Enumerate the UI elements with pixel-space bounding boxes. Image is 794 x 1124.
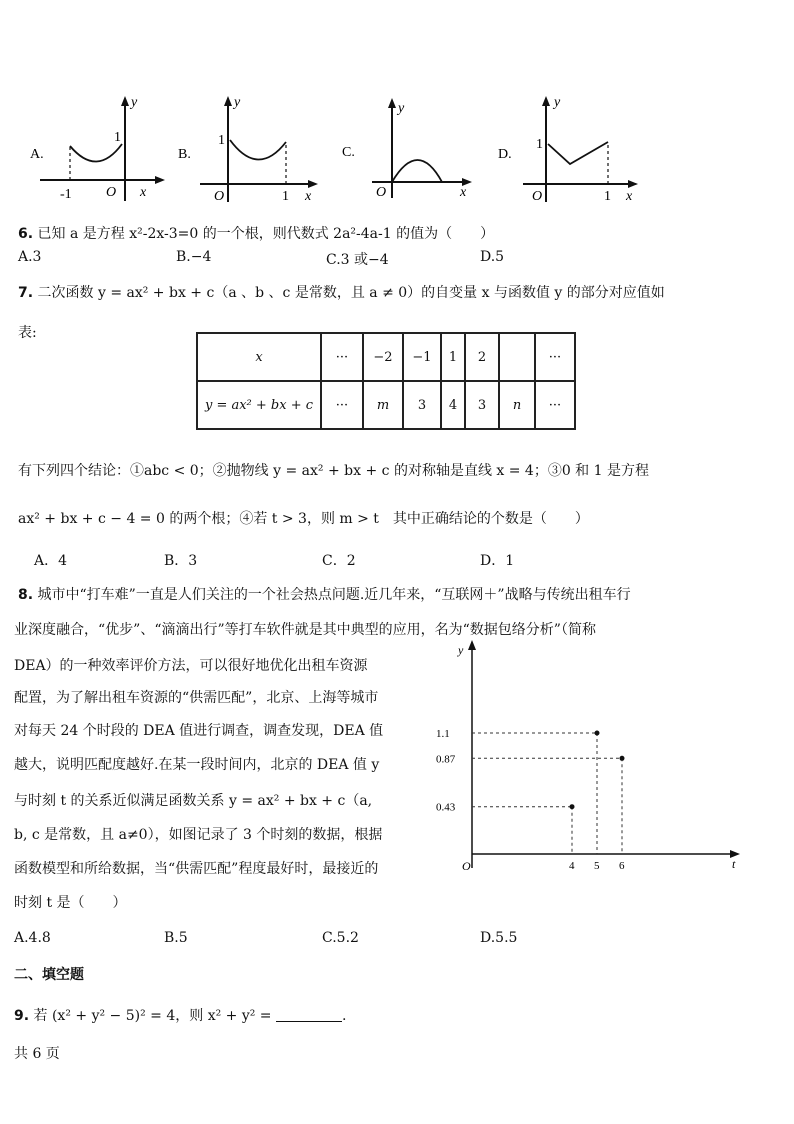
y-tick-label: 0.43 bbox=[436, 801, 456, 814]
q7-option-c[interactable]: C．2 bbox=[322, 553, 356, 569]
q8-dea-chart bbox=[430, 638, 750, 882]
y-axis-label: y bbox=[458, 643, 464, 657]
svg-text:y: y bbox=[131, 96, 138, 110]
q8-line-4: 配置，为了解出租车资源的“供需匹配”，北京、上海等城市 bbox=[14, 690, 379, 706]
q6-option-a[interactable]: A.3 bbox=[18, 249, 42, 265]
q8-option-b[interactable]: B.5 bbox=[164, 930, 188, 946]
q8-line-1: 8. 城市中“打车难”一直是人们关注的一个社会热点问题.近几年来，“互联网＋”战略与传统出租车行 bbox=[18, 587, 631, 603]
q8-line-5: 对每天 24 个时段的 DEA 值进行调查，调查发现，DEA 值 bbox=[14, 723, 384, 739]
data-point bbox=[570, 804, 575, 809]
svg-text:-1: -1 bbox=[60, 187, 72, 202]
q5-graph-d bbox=[498, 96, 643, 210]
q9-stem: 9. 若 (x² + y² − 5)² = 4，则 x² + y² = . bbox=[14, 1008, 347, 1024]
svg-text:C.: C. bbox=[342, 145, 355, 160]
q7-option-a[interactable]: A．4 bbox=[34, 553, 68, 569]
x-axis-label: t bbox=[732, 857, 736, 871]
q7-conclusions-1: 有下列四个结论：①abc < 0；②抛物线 y = ax² + bx + c 的对称轴是直线 x = 4；③0 和 1 是方程 bbox=[18, 463, 649, 479]
svg-text:1: 1 bbox=[218, 133, 225, 148]
q6-option-c[interactable]: C.3 或−4 bbox=[326, 252, 389, 268]
svg-text:1: 1 bbox=[282, 189, 289, 204]
section-title: 二、填空题 bbox=[14, 967, 84, 983]
table-row: y = ax² + bx + c ··· m 3 4 3 n ··· bbox=[197, 381, 575, 429]
svg-text:1: 1 bbox=[536, 137, 543, 152]
answer-blank[interactable] bbox=[276, 1007, 342, 1022]
q6-option-b[interactable]: B.−4 bbox=[176, 249, 212, 265]
q8-line-10: 时刻 t 是（ ） bbox=[14, 895, 127, 911]
origin-label: O bbox=[462, 859, 471, 873]
option-letter: A. bbox=[30, 147, 44, 162]
svg-text:x: x bbox=[140, 185, 147, 200]
svg-text:D.: D. bbox=[498, 147, 512, 162]
y-tick-label: 0.87 bbox=[436, 753, 456, 766]
svg-text:1: 1 bbox=[604, 189, 611, 204]
q5-graph-c bbox=[342, 98, 477, 207]
q8-option-d[interactable]: D.5.5 bbox=[480, 930, 518, 946]
svg-text:O: O bbox=[106, 185, 117, 200]
q8-line-9: 函数模型和所给数据，当“供需匹配”程度最好时，最接近的 bbox=[14, 861, 379, 877]
svg-text:x: x bbox=[460, 185, 467, 200]
x-tick-label: 6 bbox=[619, 860, 625, 872]
svg-text:1: 1 bbox=[114, 130, 121, 145]
q8-line-8: b, c 是常数，且 a≠0），如图记录了 3 个时刻的数据，根据 bbox=[14, 827, 383, 843]
q8-option-c[interactable]: C.5.2 bbox=[322, 930, 359, 946]
q7-conclusions-2: ax² + bx + c − 4 = 0 的两个根；④若 t > 3，则 m > t 其中正确结论的个数是（ ） bbox=[18, 511, 589, 527]
svg-text:O: O bbox=[532, 189, 543, 204]
q7-stem-2: 表: bbox=[18, 325, 37, 341]
q6-option-d[interactable]: D.5 bbox=[480, 249, 505, 265]
table-row: x ··· −2 −1 1 2 ··· bbox=[197, 333, 575, 381]
data-point bbox=[595, 731, 600, 736]
q8-line-3: DEA）的一种效率评价方法，可以很好地优化出租车资源 bbox=[14, 658, 368, 674]
svg-text:O: O bbox=[376, 185, 387, 200]
q8-option-a[interactable]: A.4.8 bbox=[14, 930, 51, 946]
svg-text:x: x bbox=[626, 189, 633, 204]
svg-text:y: y bbox=[554, 96, 561, 110]
data-point bbox=[620, 756, 625, 761]
q8-line-2: 业深度融合，“优步”、“滴滴出行”等打车软件就是其中典型的应用，名为“数据包络分析”（简称 bbox=[14, 622, 596, 638]
q5-graph-b bbox=[178, 96, 323, 210]
q7-option-b[interactable]: B．3 bbox=[164, 553, 198, 569]
q5-graph-a bbox=[30, 96, 170, 210]
q7-value-table bbox=[196, 332, 576, 430]
q7-option-d[interactable]: D．1 bbox=[480, 553, 515, 569]
x-tick-label: 4 bbox=[569, 860, 575, 872]
q6-stem: 6. 已知 a 是方程 x²-2x-3=0 的一个根，则代数式 2a²-4a-1 的值为（ ） bbox=[18, 226, 495, 242]
svg-text:O: O bbox=[214, 189, 225, 204]
y-tick-label: 1.1 bbox=[436, 728, 450, 740]
svg-text:x: x bbox=[305, 189, 312, 204]
svg-text:B.: B. bbox=[178, 147, 191, 162]
q8-line-6: 越大，说明匹配度越好.在某一段时间内，北京的 DEA 值 y bbox=[14, 757, 380, 773]
q7-stem: 7. 二次函数 y = ax² + bx + c（a 、b 、c 是常数，且 a ≠ 0）的自变量 x 与函数值 y 的部分对应值如 bbox=[18, 285, 665, 301]
page-footer: 共 6 页 bbox=[14, 1046, 60, 1062]
x-tick-label: 5 bbox=[594, 860, 600, 872]
svg-text:y: y bbox=[234, 96, 241, 110]
q8-line-7: 与时刻 t 的关系近似满足函数关系 y = ax² + bx + c（a, bbox=[14, 793, 373, 809]
svg-text:y: y bbox=[398, 101, 405, 116]
